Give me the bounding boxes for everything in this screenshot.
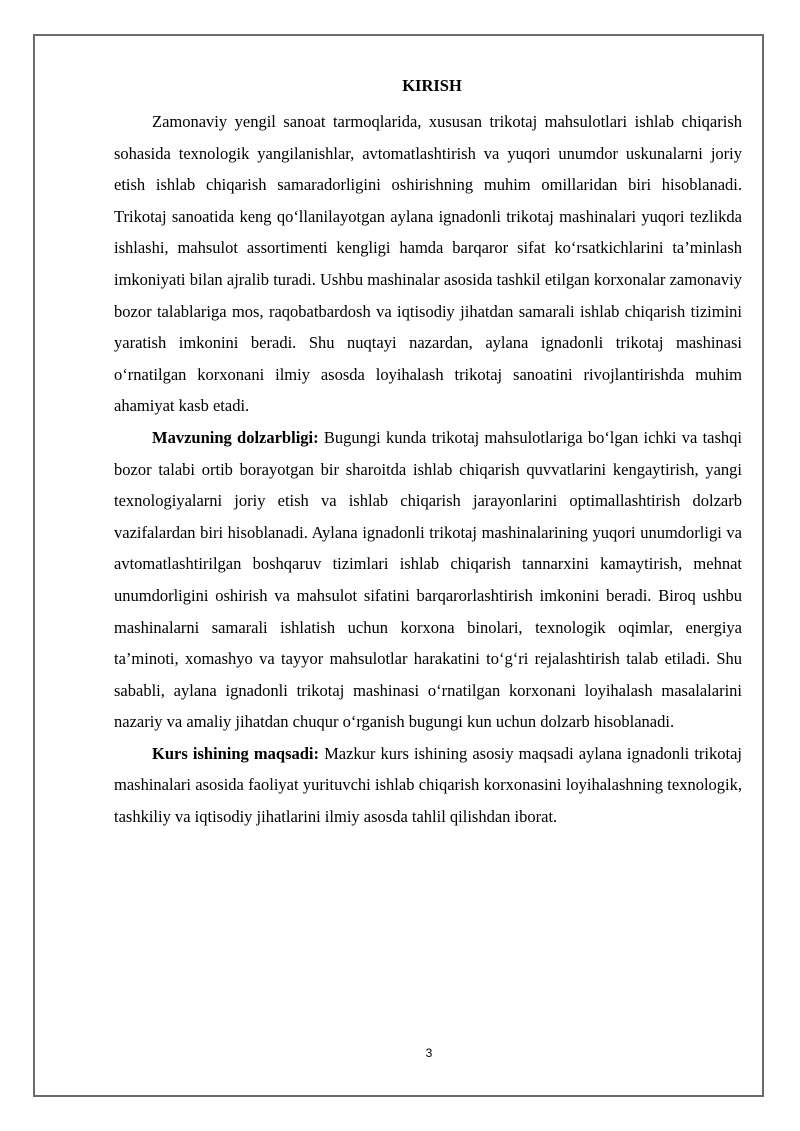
paragraph-text: Bugungi kunda trikotaj mahsulotlariga bo‘lgan ichki va tashqi bozor talabi ortib borayotgan bir sharoitda ishlab chiqarish quvvatlarini kengaytirish, yangi texnologiyalarni joriy etish va ishlab chiqarish jarayonlarini optimallashtirish dolzarb vazifalardan biri hisoblanadi. Aylana ignadonli trikotaj mashinalarining yuqori unumdorligi va avtomatlashtirilgan boshqaruv tizimlari ishlab chiqarish tannarxini kamaytirish, mehnat unumdorligini oshirish va mahsulot sifatini barqarorlashtirish imkonini beradi. Biroq ushbu mashinalarni samarali ishlatish uchun korxona binolari, texnologik oqimlar, energiya ta’minoti, xomashyo va tayyor mahsulotlar harakatini to‘g‘ri rejalashtirish talab etiladi. Shu sababli, aylana ignadonli trikotaj mashinasi o‘rnatilgan korxonani loyihalash masalalarini nazariy va amaliy jihatdan chuqur o‘rganish bugungi kun uchun dolzarb hisoblanadi. — [114, 427, 742, 732]
paragraph-introduction — [114, 106, 742, 422]
document-body — [114, 74, 742, 833]
section-title: KIRISH — [402, 76, 462, 95]
paragraph-text: Zamonaviy yengil sanoat tarmoqlarida, xususan trikotaj mahsulotlari ishlab chiqarish sohasida texnologik yangilanishlar, avtomatlashtirish va yuqori unumdor uskunalarni joriy etish ishlab chiqarish samaradorligini oshirishning muhim omillaridan biri hisoblanadi. Trikotaj sanoatida keng qo‘llanilayotgan aylana ignadonli trikotaj mashinalari yuqori tezlikda ishlashi, mahsulot assortimenti kengligi hamda barqaror sifat ko‘rsatkichlarini ta’minlash imkoniyati bilan ajralib turadi. Ushbu mashinalar asosida tashkil etilgan korxonalar zamonaviy bozor talablariga mos, raqobatbardosh va iqtisodiy jihatdan samarali ishlab chiqarish tizimini yaratish imkonini beradi. Shu nuqtayi nazardan, aylana ignadonli trikotaj mashinasi o‘rnatilgan korxonani ilmiy asosda loyihalash trikotaj sanoatini rivojlantirishda muhim ahamiyat kasb etadi. — [114, 112, 742, 416]
paragraph-goal — [114, 738, 742, 833]
paragraph-lead-goal: Kurs ishining maqsadi: — [152, 743, 320, 763]
paragraph-text: Mazkur kurs ishining asosiy maqsadi aylana ignadonli trikotaj mashinalari asosida faoliyat yurituvchi ishlab chiqarish korxonasini loyihalashning texnologik, tashkiliy va iqtisodiy jihatlarini ilmiy asosda tahlil qilishdan iborat. — [114, 743, 742, 827]
paragraph-lead-relevance: Mavzuning dolzarbligi: — [152, 427, 319, 447]
paragraph-relevance — [114, 422, 742, 738]
page-number: 3 — [425, 1046, 433, 1060]
